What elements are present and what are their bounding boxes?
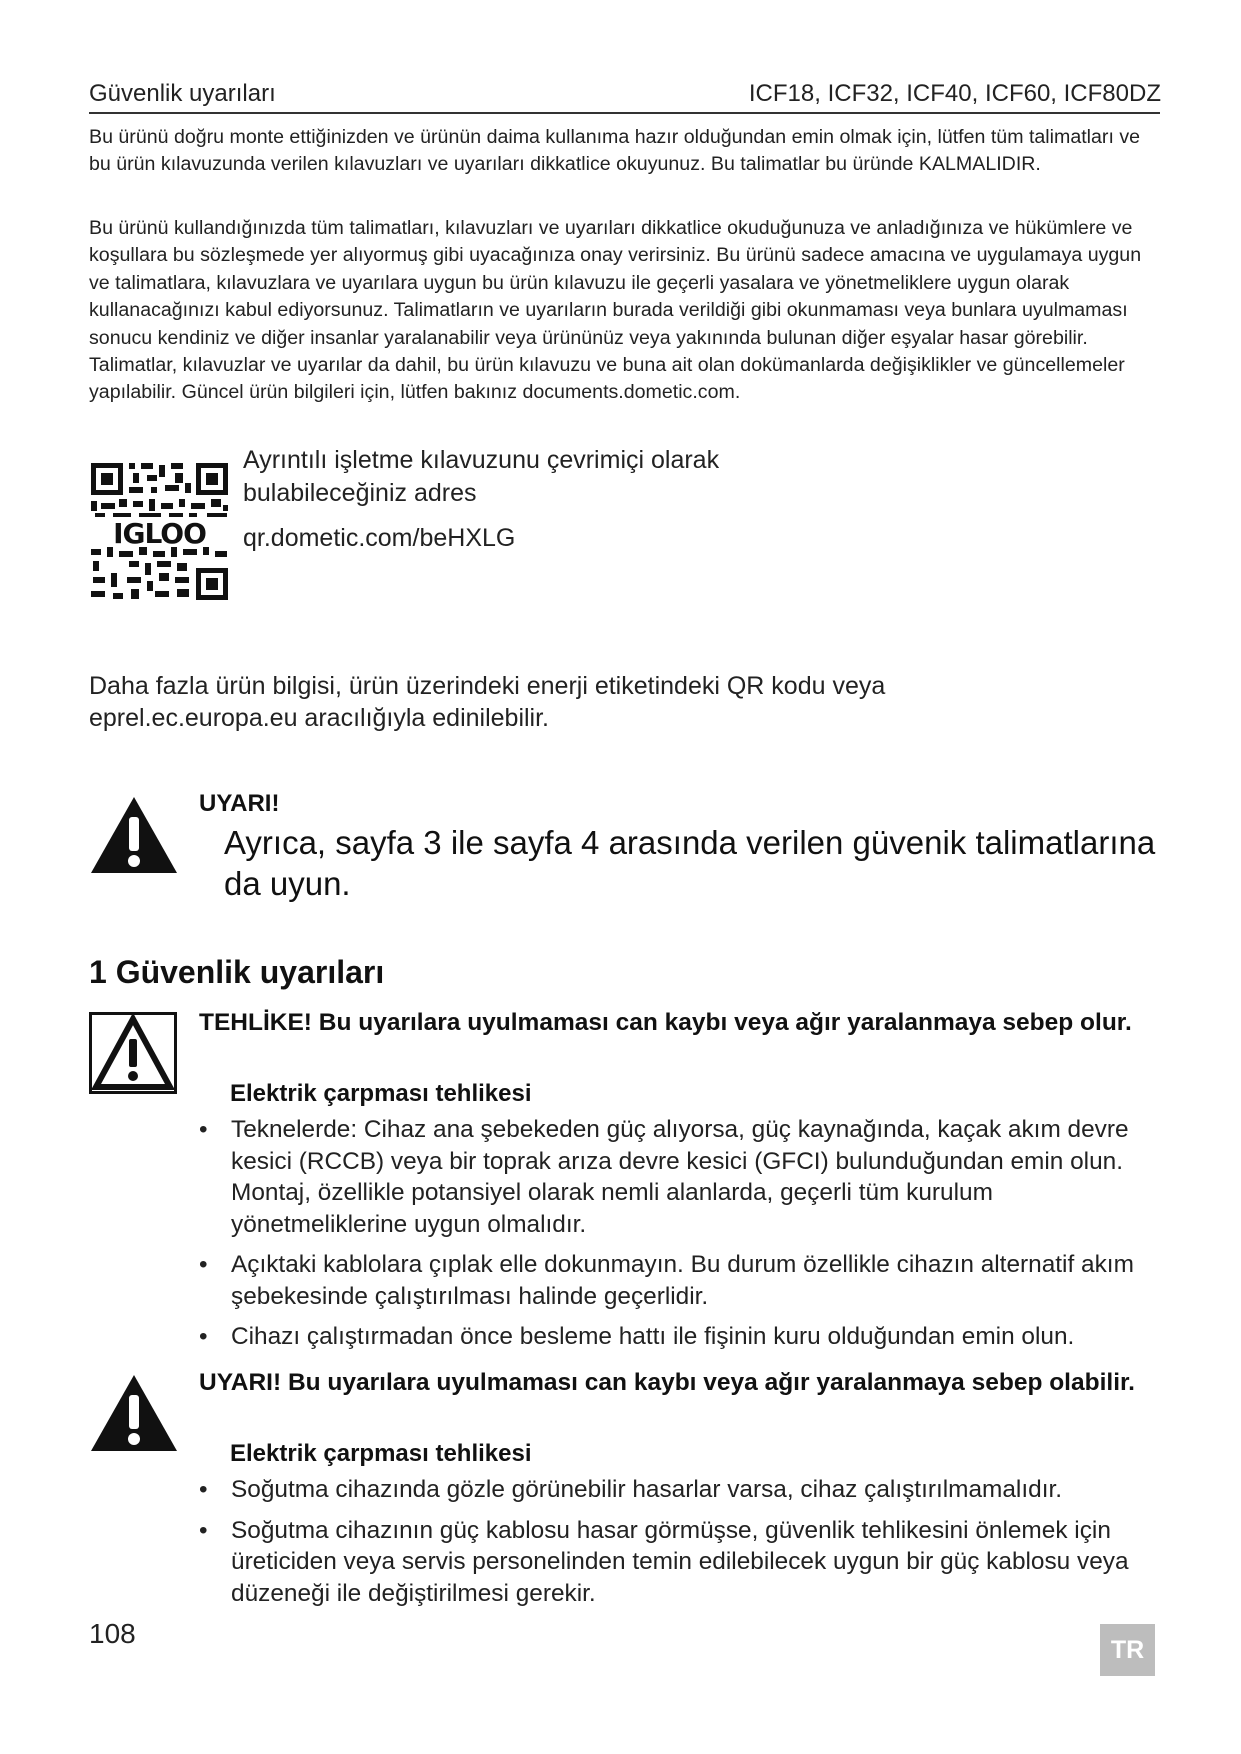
warning-triangle-icon — [89, 795, 179, 875]
warning-lead: UYARI! Bu uyarılara uyulmaması can kaybı veya ağır yaralanmaya sebep olabilir. — [199, 1369, 1135, 1396]
qr-url[interactable]: qr.dometic.com/beHXLG — [243, 524, 516, 552]
warning-subhead: Elektrik çarpması tehlikesi — [230, 1440, 532, 1467]
danger-triangle-icon — [92, 1015, 174, 1091]
list-item: • Teknelerde: Cihaz ana şebekeden güç alıyorsa, güç kaynağında, kaçak akım devre kesici (RCCB) veya bir toprak arıza devre kesici (GFCI) bulunduğundan emin olun. Montaj, özellikle potansiyel olarak nemli alanlarda, geçerli tüm kurulum yönetmeliklerine uygun olmalıdır. — [199, 1114, 1164, 1240]
more-info-line-2: eprel.ec.europa.eu aracılığıyla edinilebilir. — [89, 704, 549, 732]
qr-code — [89, 461, 230, 602]
danger-list — [199, 1114, 1164, 1362]
danger-lead: TEHLİKE! Bu uyarılara uyulmaması can kaybı veya ağır yaralanmaya sebep olur. — [199, 1009, 1132, 1036]
danger-subhead: Elektrik çarpması tehlikesi — [230, 1080, 532, 1107]
danger-icon-frame — [89, 1012, 177, 1094]
warning-triangle-icon — [89, 1373, 179, 1453]
running-header-models: ICF18, ICF32, ICF40, ICF60, ICF80DZ — [748, 80, 1161, 107]
section-heading: 1 Güvenlik uyarıları — [89, 954, 385, 990]
intro-paragraph-1: Bu ürünü doğru monte ettiğinizden ve ürünün daima kullanıma hazır olduğundan emin olmak için, lütfen tüm talimatları ve bu ürün kılavuzunda verilen kılavuzları ve uyarıları dikkatlice okuyunuz. Bu talimatlar bu üründe KALMALIDIR. — [89, 126, 1141, 176]
language-tab: TR — [1100, 1624, 1155, 1676]
more-info-line-1: Daha fazla ürün bilgisi, ürün üzerindeki enerji etiketindeki QR kodu veya — [89, 672, 886, 700]
notice-label: UYARI! — [199, 790, 280, 817]
header-rule — [89, 112, 1160, 114]
notice-text: Ayrıca, sayfa 3 ile sayfa 4 arasında verilen güvenik talimatlarına da uyun. — [224, 824, 1156, 902]
qr-caption-line-2: bulabileceğiniz adres — [243, 479, 477, 507]
list-item: • Soğutma cihazında gözle görünebilir hasarlar varsa, cihaz çalıştırılmamalıdır. — [199, 1474, 1164, 1506]
intro-paragraph-2: Bu ürünü kullandığınızda tüm talimatları, kılavuzları ve uyarıları dikkatlice okuduğunuza ve anladığınıza ve hükümlere ve koşullara bu sözleşmede yer alıyormuş gibi uyacağınıza onay verirsiniz. Bu ürünü sadece amacına ve uygulamaya uygun ve talimatlara, kılavuzlara ve uyarılara uygun bu ürün kılavuzu ile geçerli yasalara ve yönetmeliklere uygun olarak kullanacağınızı kabul ediyorsunuz. Talimatların ve uyarıların burada verildiği gibi okunmaması veya bunlara uyulmaması sonucu kendiniz ve diğer insanlar yaralanabilir veya ürününüz veya yakınında bulunan diğer eşyalar hasar görebilir. Talimatlar, kılavuzlar ve uyarılar da dahil, bu ürün kılavuzu ve buna ait olan dokümanlarda değişiklikler ve güncellemeler yapılabilir. Güncel ürün bilgileri için, lütfen bakınız documents.dometic.com. — [89, 217, 1142, 404]
list-item: • Soğutma cihazının güç kablosu hasar görmüşse, güvenlik tehlikesini önlemek için üreticiden veya servis personelinden temin edilebilecek uygun bir güç kablosu veya düzeneği ile değiştirilmesi gerekir. — [199, 1515, 1164, 1610]
list-item: • Cihazı çalıştırmadan önce besleme hattı ile fişinin kuru olduğundan emin olun. — [199, 1321, 1164, 1353]
page-number: 108 — [89, 1618, 136, 1649]
warning-list — [199, 1474, 1164, 1618]
igloo-logo: IGLOO — [113, 517, 206, 550]
list-item: • Açıktaki kablolara çıplak elle dokunmayın. Bu durum özellikle cihazın alternatif akım şebekesinde çalıştırılması halinde geçerlidir. — [199, 1249, 1164, 1312]
qr-caption-line-1: Ayrıntılı işletme kılavuzunu çevrimiçi olarak — [243, 446, 720, 474]
running-header-section: Güvenlik uyarıları — [89, 80, 276, 107]
